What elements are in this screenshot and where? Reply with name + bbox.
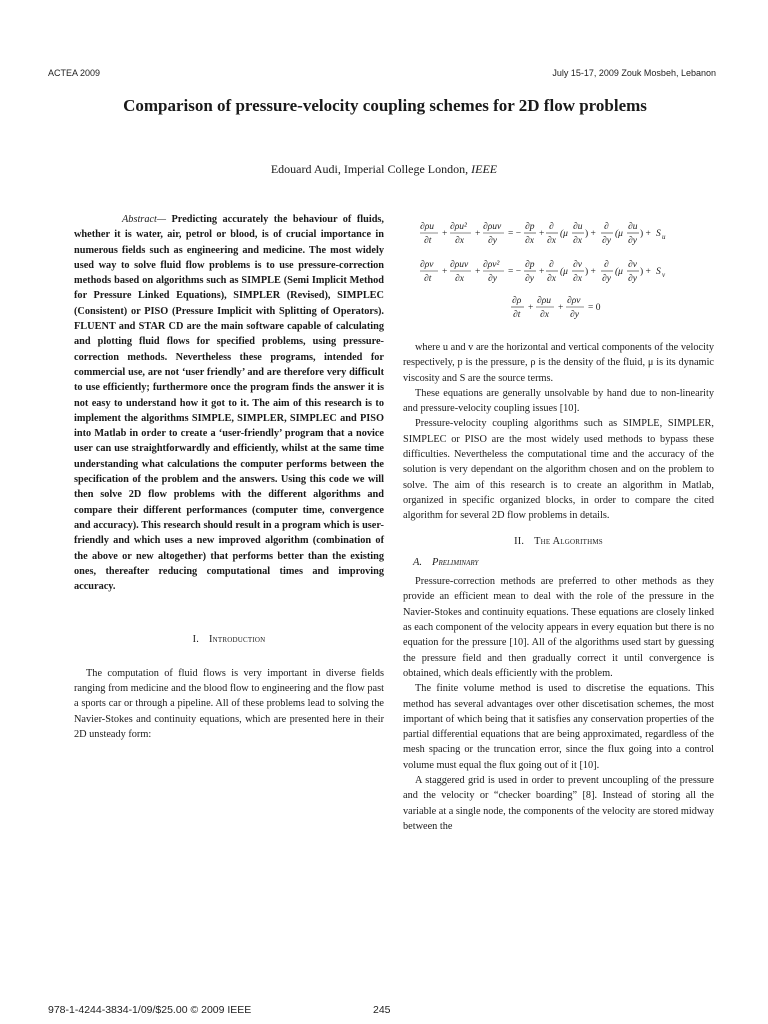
finite-volume-paragraph: The finite volume method is used to discretise the equations. This method has several advantages over other discetisation schemes, the most important of which being that it satisfies any conservation properties of the partial differential equations that are being approximated, regardless of the mesh spacing or the truncation error, since the flux going into a control volume must equal the flux going out of it [10]. <box>403 683 714 771</box>
y-momentum-equation <box>420 260 666 284</box>
svg-text:∂ρu: ∂ρu <box>420 222 435 232</box>
continuity-equation <box>511 296 601 320</box>
svg-text:∂y: ∂y <box>628 236 637 246</box>
svg-text:∂ρuv: ∂ρuv <box>483 222 502 232</box>
svg-text:) +: ) + <box>640 267 651 277</box>
svg-text:∂t: ∂t <box>424 274 432 284</box>
svg-text:∂: ∂ <box>604 260 609 270</box>
svg-text:∂y: ∂y <box>628 274 637 284</box>
abstract-label: Abstract— <box>122 214 167 225</box>
abstract-text: Predicting accurately the behaviour of fluids, whether it is water, air, petrol or blood, is of crucial importance in numerous fields such as engineering and medicine. The most widely used way to solve fluid flow problems is to use pressure-correction methods based on algorithms such as SIMPLE (Semi Implicit Method for Pressure Linked Equations), SIMPLER (Revised), SIMPLEC (Consistent) or PISO (Pressure Implicit with Splitting of Operators). FLUENT and STAR CD are the main software capable of calculating and plotting fluid flows for specified problems, using pressure-correction methods. Nevertheless these programs, intended for commercial use, are not ‘user friendly’ and are therefore very difficult to use efficiently; furthermore once the program finds the answer it is not easy to understand how it got to it. The aim of this research is to implement the algorithms SIMPLE, SIMPLER, SIMPLEC and PISO into Matlab in order to create a ‘user-friendly’ program that a novice user can use straightforwardly and efficiently, whilst at the same time understanding what calculations the computer performs between the specification of the problem and the answers. Using this code we will then solve 2D flow problems with the different algorithms and compare their different performances (computer time, convergence and accuracy). This research should result in a program which is user-friendly and which uses a new improved algorithm (combination of the above or new altogether) that performs better than the existing ones, thereafter reducing computational times and improving accuracy. <box>74 214 384 593</box>
svg-text:∂y: ∂y <box>488 236 497 246</box>
svg-text:∂y: ∂y <box>602 236 611 246</box>
svg-text:∂x: ∂x <box>540 310 549 320</box>
subsection-letter: A. <box>413 556 423 568</box>
intro-paragraph: The computation of fluid flows is very important in diverse fields ranging from medicine and the blood flow to engineering and the flow past a sports car or through a pipeline. All of these problems lead to solving the Navier-Stokes and continuity equations, which are presented here in their 2D unsteady form: <box>74 667 384 740</box>
svg-text:∂: ∂ <box>604 222 609 232</box>
x-momentum-equation <box>420 222 666 246</box>
svg-text:= −: = − <box>508 229 522 239</box>
svg-text:∂ρv: ∂ρv <box>567 296 581 306</box>
section-heading-algorithms <box>403 534 714 549</box>
staggered-grid-paragraph: A staggered grid is used in order to prevent uncoupling of the pressure and the velocity or “checker boarding” [8]. Instead of storing all the variable at a single node, the components of the velocity are stored midway between the <box>403 775 714 832</box>
svg-text:∂x: ∂x <box>455 274 464 284</box>
svg-text:= 0: = 0 <box>588 303 601 313</box>
section-number: II. <box>514 535 525 547</box>
svg-text:∂p: ∂p <box>525 222 535 232</box>
svg-text:(μ: (μ <box>560 267 568 277</box>
copyright-footer: 978-1-4244-3834-1/09/$25.00 © 2009 IEEE <box>48 1004 252 1016</box>
conference-name: ACTEA 2009 <box>48 68 101 78</box>
author-name: Edouard Audi, Imperial College London, <box>270 162 469 176</box>
svg-text:+: + <box>558 303 564 313</box>
svg-text:∂x: ∂x <box>547 274 556 284</box>
svg-text:∂: ∂ <box>549 260 554 270</box>
svg-text:+: + <box>442 229 448 239</box>
section-number: I. <box>192 634 199 646</box>
svg-text:∂ρ: ∂ρ <box>512 296 522 306</box>
svg-text:∂y: ∂y <box>602 274 611 284</box>
author-line <box>48 162 720 177</box>
svg-text:) +: ) + <box>585 229 596 239</box>
svg-text:∂x: ∂x <box>547 236 556 246</box>
svg-text:v: v <box>662 271 666 279</box>
page-number: 245 <box>373 1004 391 1016</box>
svg-text:∂p: ∂p <box>525 260 535 270</box>
pressure-correction-paragraph: Pressure-correction methods are preferred to other methods as they provide an efficient mean to deal with the role of the pressure in the Navier-Stokes and continuity equations. These equations are closely linked as each component of the velocity appears in every equation but there is no equation for the pressure [10]. All of the algorithms used start by guessing the pressure field and then gradually correct it until convergence is obtained, which deals efficiently with the problem. <box>403 576 714 679</box>
svg-text:+: + <box>475 229 481 239</box>
variables-paragraph: where u and v are the horizontal and vertical components of the velocity respectively, p is the pressure, ρ is the density of the fluid, μ is its dynamic viscosity and S are the source terms. <box>403 342 714 384</box>
svg-text:(μ: (μ <box>615 229 623 239</box>
svg-text:∂ρu²: ∂ρu² <box>450 222 467 232</box>
paper-title: Comparison of pressure-velocity coupling schemes for 2D flow problems <box>123 96 647 115</box>
svg-text:∂: ∂ <box>549 222 554 232</box>
svg-text:∂y: ∂y <box>570 310 579 320</box>
svg-text:+: + <box>475 267 481 277</box>
svg-text:∂t: ∂t <box>424 236 432 246</box>
svg-text:∂ρuv: ∂ρuv <box>450 260 469 270</box>
section-title: Introduction <box>209 634 266 646</box>
svg-text:∂ρv²: ∂ρv² <box>483 260 500 270</box>
svg-text:∂ρu: ∂ρu <box>537 296 552 306</box>
svg-text:= −: = − <box>508 267 522 277</box>
svg-text:∂u: ∂u <box>628 222 638 232</box>
svg-text:∂u: ∂u <box>573 222 583 232</box>
svg-text:+: + <box>539 229 545 239</box>
subsection-heading-preliminary <box>413 555 714 570</box>
svg-text:∂v: ∂v <box>573 260 582 270</box>
svg-text:∂y: ∂y <box>525 274 534 284</box>
svg-text:∂ρv: ∂ρv <box>420 260 434 270</box>
svg-text:∂x: ∂x <box>573 236 582 246</box>
svg-text:) +: ) + <box>585 267 596 277</box>
svg-text:u: u <box>662 233 666 241</box>
svg-text:(μ: (μ <box>560 229 568 239</box>
svg-text:∂t: ∂t <box>513 310 521 320</box>
svg-text:S: S <box>656 267 661 277</box>
unsolvable-paragraph: These equations are generally unsolvable by hand due to non-linearity and pressure-velocity coupling issues [10]. <box>403 387 714 415</box>
svg-text:∂x: ∂x <box>525 236 534 246</box>
svg-text:+: + <box>539 267 545 277</box>
navier-stokes-equations <box>420 212 720 327</box>
svg-text:∂v: ∂v <box>628 260 637 270</box>
right-column <box>403 340 714 834</box>
svg-text:∂x: ∂x <box>455 236 464 246</box>
author-affiliation: IEEE <box>471 162 498 176</box>
abstract <box>74 212 384 594</box>
left-column <box>74 212 384 742</box>
subsection-title: Preliminary <box>432 556 479 568</box>
svg-text:+: + <box>442 267 448 277</box>
conference-date-location: July 15-17, 2009 Zouk Mosbeh, Lebanon <box>552 68 716 78</box>
svg-text:S: S <box>656 229 661 239</box>
algorithms-paragraph: Pressure-velocity coupling algorithms such as SIMPLE, SIMPLER, SIMPLEC or PISO are the most widely used methods to bypass these difficulties. Nevertheless the computational time and the accuracy of the solution is very dependant on the algorithm chosen and on the problem to solve. The aim of this research is to create an algorithm in Matlab, organized in specific organized blocks, in order to compare the cited algorithm for several 2D flow problems in details. <box>403 418 714 522</box>
section-title: The Algorithms <box>534 535 603 547</box>
svg-text:) +: ) + <box>640 229 651 239</box>
svg-text:+: + <box>528 303 534 313</box>
svg-text:(μ: (μ <box>615 267 623 277</box>
svg-text:∂x: ∂x <box>573 274 582 284</box>
section-heading-introduction <box>74 632 384 647</box>
svg-text:∂y: ∂y <box>488 274 497 284</box>
